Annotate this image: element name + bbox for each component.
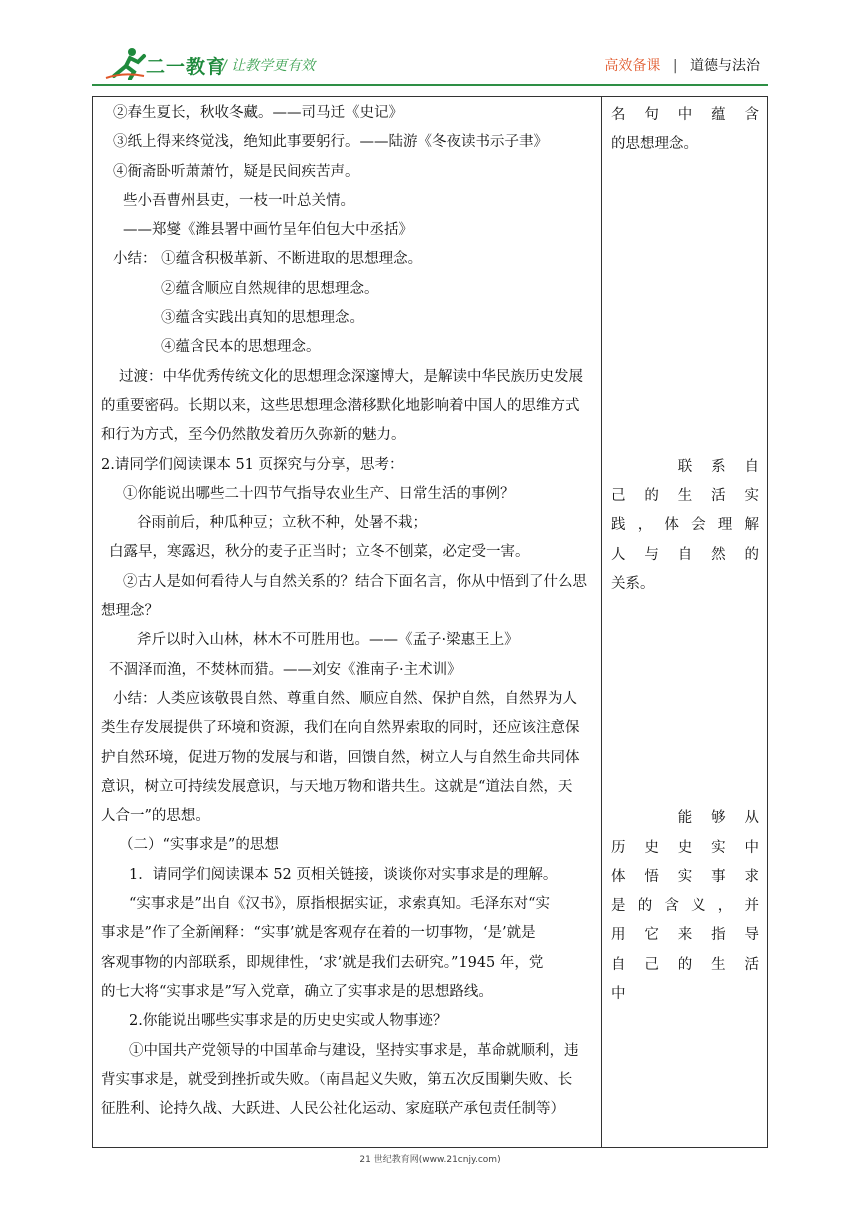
main-text-line: 小结： ①蕴含积极革新、不断进取的思想理念。 [113, 251, 423, 268]
side-text-line: 己的生活实 [611, 487, 759, 504]
main-text-line: ③蕴含实践出真知的思想理念。 [161, 310, 364, 327]
main-text-line: 想理念？ [101, 603, 159, 620]
main-text-line: 背实事求是，就受到挫折或失败。（南昌起义失败，第五次反围剿失败、长 [101, 1071, 573, 1088]
main-text-line: ③纸上得来终觉浅，绝知此事要躬行。——陆游《冬夜读书示子聿》 [113, 134, 548, 151]
side-text-line: 名句中蕴含 [611, 107, 759, 123]
main-text-line: ①中国共产党领导的中国革命与建设，坚持实事求是，革命就顺利，违 [129, 1042, 579, 1059]
main-text-line: 谷雨前后，种瓜种豆；立秋不种，处暑不栽； [137, 515, 427, 532]
main-text-line: 白露早，寒露迟，秋分的麦子正当时；立冬不刨菜，必定受一害。 [109, 544, 530, 561]
logo-text: 二一教育 [146, 56, 227, 78]
main-text-line: 2.你能说出哪些实事求是的历史史实或人物事迹？ [129, 1013, 448, 1030]
side-text-line: 中 [611, 986, 626, 1002]
main-text-line: 的七大将“实事求是”写入党章，确立了实事求是的思想路线。 [101, 983, 493, 1000]
header-separator: | [672, 58, 678, 74]
header-divider [92, 84, 768, 86]
main-text-line: 小结：人类应该敬畏自然、尊重自然、顺应自然、保护自然，自然界为人 [113, 690, 577, 707]
side-text-line: 联系自 [611, 458, 759, 475]
side-text-line: 历史史实中 [611, 839, 759, 856]
header-category: 高效备课 [604, 58, 661, 74]
main-text-line: 的重要密码。长期以来，这些思想理念潜移默化地影响着中国人的思维方式 [101, 397, 580, 414]
side-text-line: 践，体会理解 [611, 517, 759, 534]
main-text-line: 斧斤以时入山林，林木不可胜用也。——《孟子·梁惠王上》 [137, 632, 519, 649]
side-text-line: 是的含义，并 [611, 898, 759, 915]
main-text-line: 护自然环境，促进万物的发展与和谐，回馈自然，树立人与自然生命共同体 [101, 749, 580, 766]
main-text-line: ②春生夏长，秋收冬藏。——司马迁《史记》 [113, 105, 403, 121]
main-text-line: 客观事物的内部联系，即规律性，‘求’就是我们去研究。”1945 年，党 [101, 954, 544, 971]
main-text-line: 类生存发展提供了环境和资源，我们在向自然界索取的同时，还应该注意保 [101, 720, 580, 737]
main-text-line: （二）“实事求是”的思想 [119, 837, 279, 854]
main-text-line: “实事求是”出自《汉书》，原指根据实证，求索真知。毛泽东对“实 [129, 896, 550, 913]
side-text-line: 自己的生活 [611, 956, 759, 973]
main-text-line: ①你能说出哪些二十四节气指导农业生产、日常生活的事例？ [123, 485, 515, 502]
side-text-line: 关系。 [611, 575, 655, 592]
lesson-table [92, 96, 768, 1148]
main-text-line: ④蕴含民本的思想理念。 [161, 339, 321, 356]
main-text-line: 不涸泽而渔，不焚林而猎。——刘安《淮南子·主术训》 [109, 661, 462, 678]
page-footer: 21 世纪教育网(www.21cnjy.com) [359, 1155, 501, 1165]
main-text-line: 人合一”的思想。 [101, 808, 210, 825]
side-text-line: 体悟实事求 [611, 868, 759, 885]
main-text-line: ——郑燮《潍县署中画竹呈年伯包大中丞括》 [123, 222, 413, 239]
header-right [604, 55, 760, 75]
side-text-line: 人与自然的 [611, 546, 759, 563]
main-text-line: 征胜利、论持久战、大跃进、人民公社化运动、家庭联产承包责任制等） [101, 1101, 565, 1118]
side-text-line: 能够从 [611, 810, 759, 827]
slogan: / 让教学更有效 [222, 58, 316, 74]
main-text-line: 事求是”作了全新阐释：“实事’就是客观存在着的一切事物，‘是’就是 [101, 925, 536, 942]
side-text-line: 用它来指导 [611, 927, 759, 944]
main-text-line: ④衙斋卧听萧萧竹，疑是民间疾苦声。 [113, 163, 360, 180]
main-text-line: ②古人是如何看待人与自然关系的？结合下面名言，你从中悟到了什么思 [123, 573, 587, 590]
main-content-column [93, 97, 601, 1124]
side-text-line: 的思想理念。 [611, 136, 698, 153]
main-text-line: 些小吾曹州县吏，一枝一叶总关情。 [123, 192, 355, 209]
header-subject: 道德与法治 [690, 58, 760, 74]
main-text-line: 1．请同学们阅读课本 52 页相关链接，谈谈你对实事求是的理解。 [129, 866, 558, 883]
main-text-line: 过渡：中华优秀传统文化的思想理念深邃博大，是解读中华民族历史发展 [119, 368, 583, 385]
page-header [0, 0, 860, 90]
column-divider [601, 97, 602, 1147]
design-intent-column [603, 97, 767, 1002]
main-text-line: 意识，树立可持续发展意识，与天地万物和谐共生。这就是“道法自然，天 [101, 778, 573, 795]
main-text-line: ②蕴含顺应自然规律的思想理念。 [161, 280, 379, 297]
main-text-line: 和行为方式，至今仍然散发着历久弥新的魅力。 [101, 427, 406, 444]
main-text-line: 2.请同学们阅读课本 51 页探究与分享，思考： [101, 456, 404, 473]
